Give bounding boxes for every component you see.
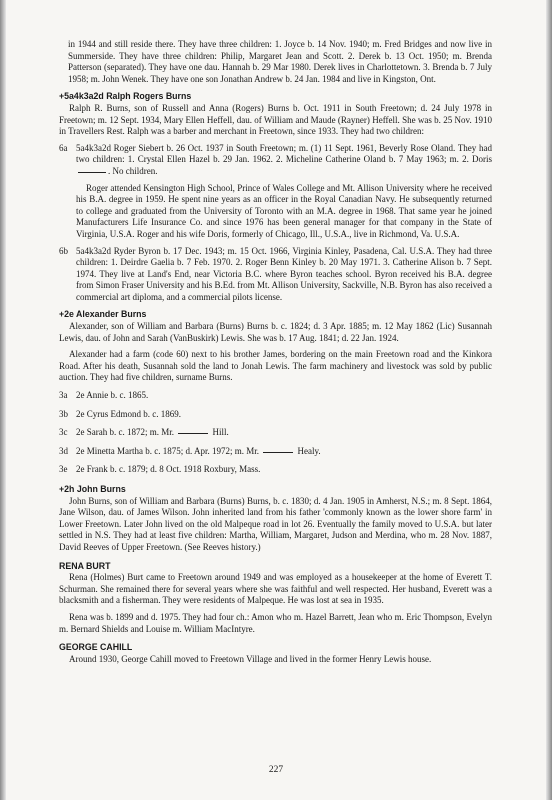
byron-entry-label: 6b — [59, 245, 68, 256]
child-entry-text: 2e Minetta Martha b. c. 1875; d. Apr. 1972; m. Mr. — [76, 445, 259, 456]
roger-biography: Roger attended Kensington High School, Prince of Wales College and Mt. Allison University where he received his B.A. degree in 1959. He spent nine years as an officer in the Royal Canadian Navy. He subsequently returned to college and graduated from the University of Toronto with an M.A. degree in 1968. That same year he joined Manufacturers Life Insurance Co. and since 1976 has been general manager for that company in the State of Virginia, U.S.A. Roger and his wife Doris, formerly of Chicago, Ill., U.S.A., live in Richmond, Va. U.S.A. — [76, 182, 492, 239]
child-entry-label: 3d — [59, 445, 68, 456]
blank-line — [263, 452, 293, 453]
ralph-burns-heading: +5a4k3a2d Ralph Rogers Burns — [59, 91, 192, 102]
alexander-burns-heading: +2e Alexander Burns — [59, 309, 147, 320]
page-content — [59, 39, 492, 665]
byron-entry-text: 5a4k3a2d Ryder Byron b. 17 Dec. 1943; m. 15 Oct. 1966, Virginia Kinley, Pasadena, Cal. U.S.A. They had three children: 1. Deirdre Gaelia b. 7 Feb. 1970. 2. Roger Benn Kinley b. 20 May 1971. 3. Catherine Alison b. 7 Sept. 1974. They live at Land's End, near Victoria B.C. where Byron teaches school. Byron received his B.A. degree from Simon Fraser University and his B.Ed. from Mt. Allison University, Sackville, N.B. Byron has also received a commercial art diploma, and a commercial pilots license. — [76, 245, 492, 302]
child-entry — [59, 409, 492, 421]
intro-paragraph: in 1944 and still reside there. They have three children: 1. Joyce b. 14 Nov. 1940; m. Fred Bridges and now live in Summerside. They have three children: Philip, Margaret Jean and Scott. 2. Derek b. 13 Oct. 1950; m. Brenda Patterson (separated). They have one dau. Hannah b. 29 Mar 1980. Derek lives in Charlottetown. 3. Brenda b. 7 July 1958; m. John Wenek. They have one son Jonathan Andrew b. 24 Jan. 1984 and live in Kingston, Ont. — [68, 39, 492, 84]
child-entry — [59, 390, 492, 402]
byron-entry — [59, 246, 492, 304]
child-entry-text: 2e Frank b. c. 1879; d. 8 Oct. 1918 Roxbury, Mass. — [76, 464, 261, 475]
john-burns-heading: +2h John Burns — [59, 484, 126, 494]
ralph-burns-body: Ralph R. Burns, son of Russell and Anna (Rogers) Burns b. Oct. 1911 in South Freetown; d. 24 July 1978 in Freetown; m. 12 Sept. 1934, Mary Ellen Heffell, dau. of William and Maude (Rayner) Heffell. She was b. 25 Nov. 1910 in Travellers Rest. Ralph was a barber and merchant in Freetown, since 1933. They had two children: — [59, 102, 492, 137]
child-entry-text-end: Hill. — [212, 427, 229, 438]
blank-line — [78, 172, 106, 173]
roger-entry-label: 6a — [59, 142, 68, 153]
blank-line — [178, 433, 208, 434]
child-entry — [59, 446, 492, 458]
child-entry-label: 3b — [59, 408, 68, 419]
rena-burt-body: Rena (Holmes) Burt came to Freetown around 1949 and was employed as a housekeeper at the home of Everett T. Schurman. She remained there for several years where she was faithful and well respected. Her husband, Everett was a blacksmith and a fisherman. They were residents of Malpeque. He was lost at sea in 1935. — [59, 572, 492, 606]
john-burns-body: John Burns, son of William and Barbara (Burns) Burns, b. c. 1830; d. 4 Jan. 1905 in Amherst, N.S.; m. 8 Sept. 1864, Jane Wilson, dau. of James Wilson. John inherited land from his father 'commonly known as the lower shore farm' in Lower Freetown. Later John lived on the old Malpeque road in lot 26. Eventually the family moved to U.S.A. but later settled in N.S. They had at least five children: Martha, William, Margaret, Judson and Merdina, who m. 28 Nov. 1887, David Reeves of Upper Freetown. (See Reeves history.) — [59, 495, 492, 552]
right-binding-edge — [546, 0, 552, 800]
child-entry-text: 2e Sarah b. c. 1872; m. Mr. — [76, 427, 174, 438]
left-binding-edge — [0, 0, 6, 800]
george-cahill-body: Around 1930, George Cahill moved to Freetown Village and lived in the former Henry Lewis house. — [69, 653, 432, 664]
roger-entry — [59, 143, 492, 178]
rena-burt-heading: RENA BURT — [59, 560, 111, 571]
child-entry — [59, 464, 492, 476]
roger-entry-text-end: . No children. — [108, 165, 158, 176]
child-entry-text: 2e Annie b. c. 1865. — [76, 390, 149, 401]
child-entry-label: 3e — [59, 464, 68, 475]
child-entry-label: 3a — [59, 390, 68, 401]
alexander-burns-body: Alexander, son of William and Barbara (Burns) Burns b. c. 1824; d. 3 Apr. 1885; m. 12 May 1862 (Lic) Susannah Lewis, dau. of John and Sarah (VanBuskirk) Lewis. She was b. 17 Aug. 1841; d. 22 Jan. 1924. — [59, 321, 492, 343]
child-entry-label: 3c — [59, 427, 68, 438]
george-cahill-heading: GEORGE CAHILL — [59, 642, 133, 653]
roger-entry-text: 5a4k3a2d Roger Siebert b. 26 Oct. 1937 in South Freetown; m. (1) 11 Sept. 1961, Beverly Rose Oland. They had two children: 1. Crystal Ellen Hazel b. 29 Jan. 1962. 2. Micheline Catherine Oland b. 7 May 1963; m. 2. Doris — [76, 142, 492, 165]
child-entry-text-end: Healy. — [297, 445, 321, 456]
alexander-burns-farm: Alexander had a farm (code 60) next to his brother James, bordering on the main Freetown road and the Kinkora Road. After his death, Susannah sold the land to Jonah Lewis. The farm machinery and livestock was sold by public auction. They had five children, surname Burns. — [59, 349, 492, 383]
child-entry-text: 2e Cyrus Edmond b. c. 1869. — [76, 408, 181, 419]
child-entry — [59, 427, 492, 439]
page-number: 227 — [268, 765, 284, 775]
rena-burt-family: Rena was b. 1899 and d. 1975. They had four ch.: Amon who m. Hazel Barrett, Jean who m. Eric Thompson, Evelyn m. Bernard Shields and Louise m. William MacIntyre. — [59, 611, 492, 634]
